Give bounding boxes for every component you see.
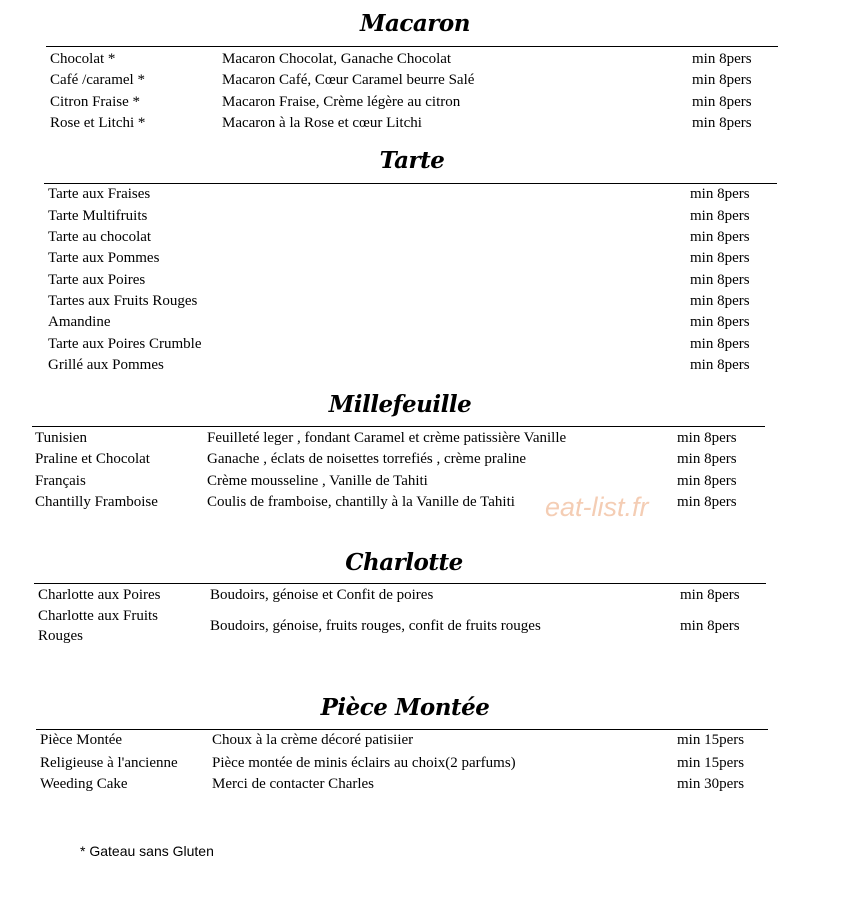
item-minimum: min 8pers (680, 618, 740, 634)
item-name: Tarte Multifruits (48, 208, 148, 224)
item-name: Pièce Montée (40, 732, 123, 748)
item-name: Amandine (48, 314, 111, 330)
item-description: Pièce montée de minis éclairs au choix(2 parfums) (212, 755, 516, 771)
item-name: Tunisien (35, 430, 87, 446)
item-name: Tarte aux Poires (48, 272, 146, 288)
item-name: Rose et Litchi * (50, 115, 146, 131)
item-name: Praline et Chocolat (35, 451, 150, 467)
macaron-divider (46, 46, 778, 47)
item-name: Charlotte aux Poires (38, 587, 161, 603)
item-minimum: min 15pers (677, 732, 745, 748)
item-name: Grillé aux Pommes (48, 357, 164, 373)
item-description: Merci de contacter Charles (212, 776, 375, 792)
item-name: Français (35, 473, 86, 489)
tarte-title: Tarte (379, 147, 445, 174)
item-description: Choux à la crème décoré patisiier (212, 732, 414, 748)
item-name: Weeding Cake (40, 776, 128, 792)
item-name: Charlotte aux Fruits Rouges (38, 608, 158, 644)
item-description: Boudoirs, génoise, fruits rouges, confit de fruits rouges (210, 618, 541, 634)
item-minimum: min 8pers (677, 430, 737, 446)
item-name: Tarte au chocolat (48, 229, 152, 245)
item-minimum: min 8pers (692, 94, 752, 110)
item-minimum: min 8pers (680, 587, 740, 603)
item-description: Coulis de framboise, chantilly à la Vanille de Tahiti (207, 494, 515, 510)
charlotte-divider (34, 583, 766, 584)
item-description: Macaron Café, Cœur Caramel beurre Salé (222, 72, 475, 88)
millefeuille-title: Millefeuille (328, 391, 472, 418)
item-minimum: min 8pers (690, 336, 750, 352)
item-name: Tarte aux Fraises (48, 186, 151, 202)
item-description: Ganache , éclats de noisettes torrefiés , crème praline (207, 451, 527, 467)
item-minimum: min 8pers (690, 250, 750, 266)
item-description: Macaron Chocolat, Ganache Chocolat (222, 51, 452, 67)
item-minimum: min 30pers (677, 776, 745, 792)
item-description: Feuilleté leger , fondant Caramel et crème patissière Vanille (207, 430, 567, 446)
item-name: Religieuse à l'ancienne (40, 755, 178, 771)
item-minimum: min 8pers (690, 272, 750, 288)
item-minimum: min 8pers (677, 494, 737, 510)
item-description: Boudoirs, génoise et Confit de poires (210, 587, 434, 603)
item-minimum: min 8pers (692, 51, 752, 67)
item-minimum: min 8pers (690, 229, 750, 245)
item-description: Macaron Fraise, Crème légère au citron (222, 94, 461, 110)
item-minimum: min 8pers (690, 186, 750, 202)
item-name: Tarte aux Pommes (48, 250, 160, 266)
macaron-title: Macaron (360, 10, 470, 37)
item-name: Citron Fraise * (50, 94, 140, 110)
tarte-divider (44, 183, 777, 184)
item-name: Chantilly Framboise (35, 494, 158, 510)
item-minimum: min 8pers (690, 293, 750, 309)
item-minimum: min 8pers (692, 115, 752, 131)
piece-montee-divider (36, 729, 768, 730)
item-name: Tartes aux Fruits Rouges (48, 293, 198, 309)
item-minimum: min 8pers (690, 314, 750, 330)
piece-montee-title: Pièce Montée (320, 694, 490, 721)
item-minimum: min 8pers (692, 72, 752, 88)
item-minimum: min 8pers (690, 208, 750, 224)
item-description: Macaron à la Rose et cœur Litchi (222, 115, 422, 131)
item-minimum: min 8pers (690, 357, 750, 373)
watermark: eat-list.fr (545, 492, 649, 522)
millefeuille-divider (32, 426, 765, 427)
item-name: Chocolat * (50, 51, 116, 67)
item-name: Café /caramel * (50, 72, 145, 88)
item-name: Tarte aux Poires Crumble (48, 336, 202, 352)
charlotte-title: Charlotte (345, 549, 463, 576)
gluten-free-footnote: * Gateau sans Gluten (80, 843, 214, 859)
item-minimum: min 8pers (677, 473, 737, 489)
item-minimum: min 15pers (677, 755, 745, 771)
item-minimum: min 8pers (677, 451, 737, 467)
item-description: Crème mousseline , Vanille de Tahiti (207, 473, 428, 489)
